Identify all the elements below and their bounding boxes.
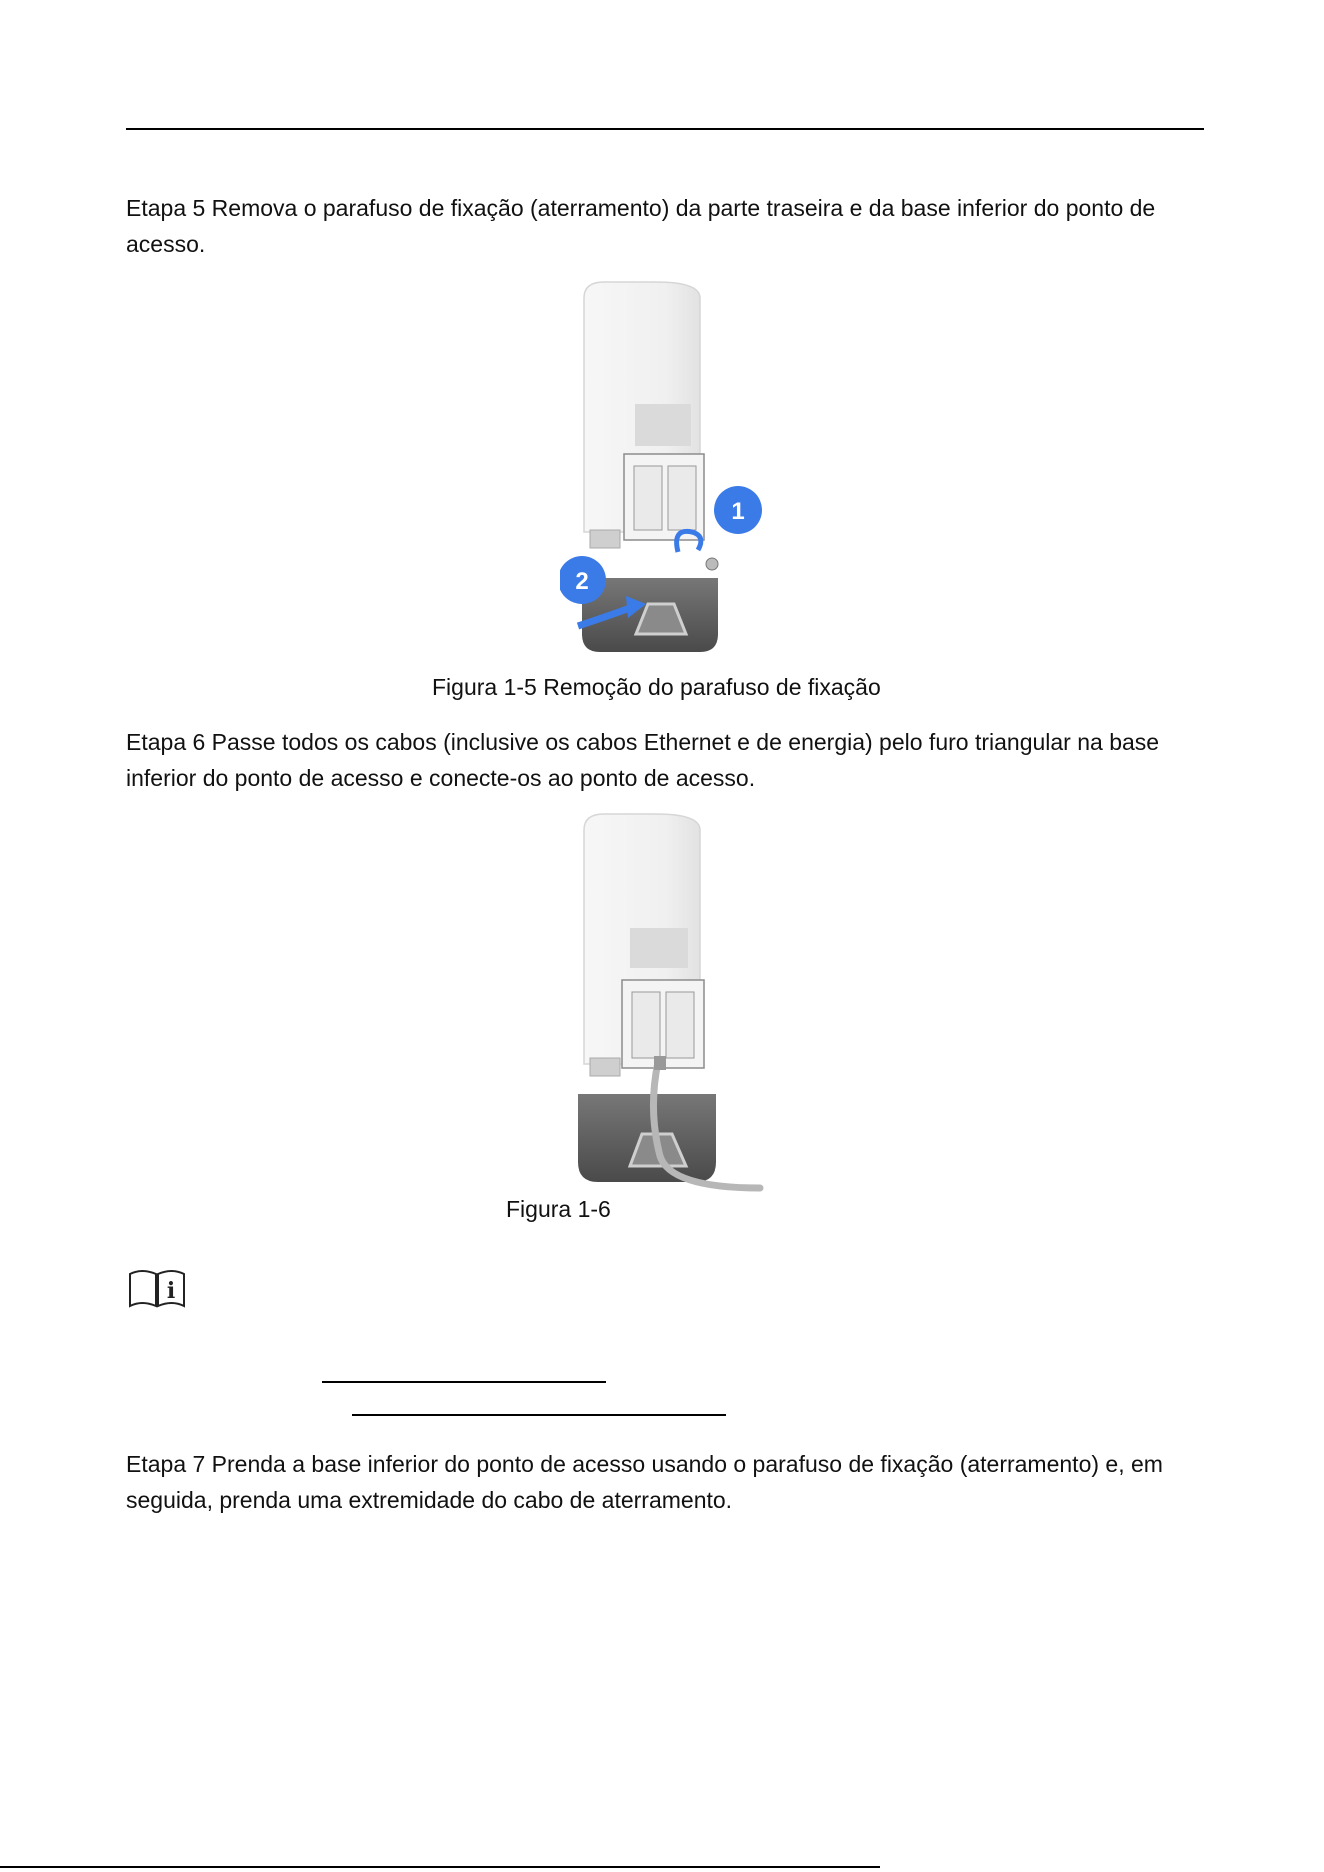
callout-1-label: 1: [731, 498, 745, 525]
step-7-text: Etapa 7 Prenda a base inferior do ponto de acesso usando o parafuso de fixação (aterramento) e, em seguida, prenda uma extremidade do cabo de aterramento.: [126, 1451, 1163, 1513]
svg-text:i: i: [166, 1278, 176, 1304]
figure-1-6: [560, 810, 780, 1200]
step-6-text: Etapa 6 Passe todos os cabos (inclusive os cabos Ethernet e de energia) pelo furo triangular na base inferior do ponto de acesso e conecte-os ao ponto de acesso.: [126, 729, 1160, 791]
figure-1-5-caption: Figura 1-5 Remoção do parafuso de fixação: [432, 674, 881, 700]
label-area: [630, 928, 688, 968]
link-underline: [322, 1381, 606, 1383]
header-rule: [126, 128, 1204, 130]
link-underline: [352, 1414, 726, 1416]
figure-1-5: [560, 278, 780, 668]
figure-1-6-caption: Figura 1-6: [506, 1196, 611, 1222]
info-book-icon: [128, 1268, 186, 1308]
callout-2-label: 2: [575, 568, 589, 595]
label-area: [635, 404, 691, 446]
step-5-text: Etapa 5 Remova o parafuso de fixação (aterramento) da parte traseira e da base inferior do ponto de acesso.: [126, 195, 1156, 257]
footer-rule: [0, 1866, 880, 1868]
